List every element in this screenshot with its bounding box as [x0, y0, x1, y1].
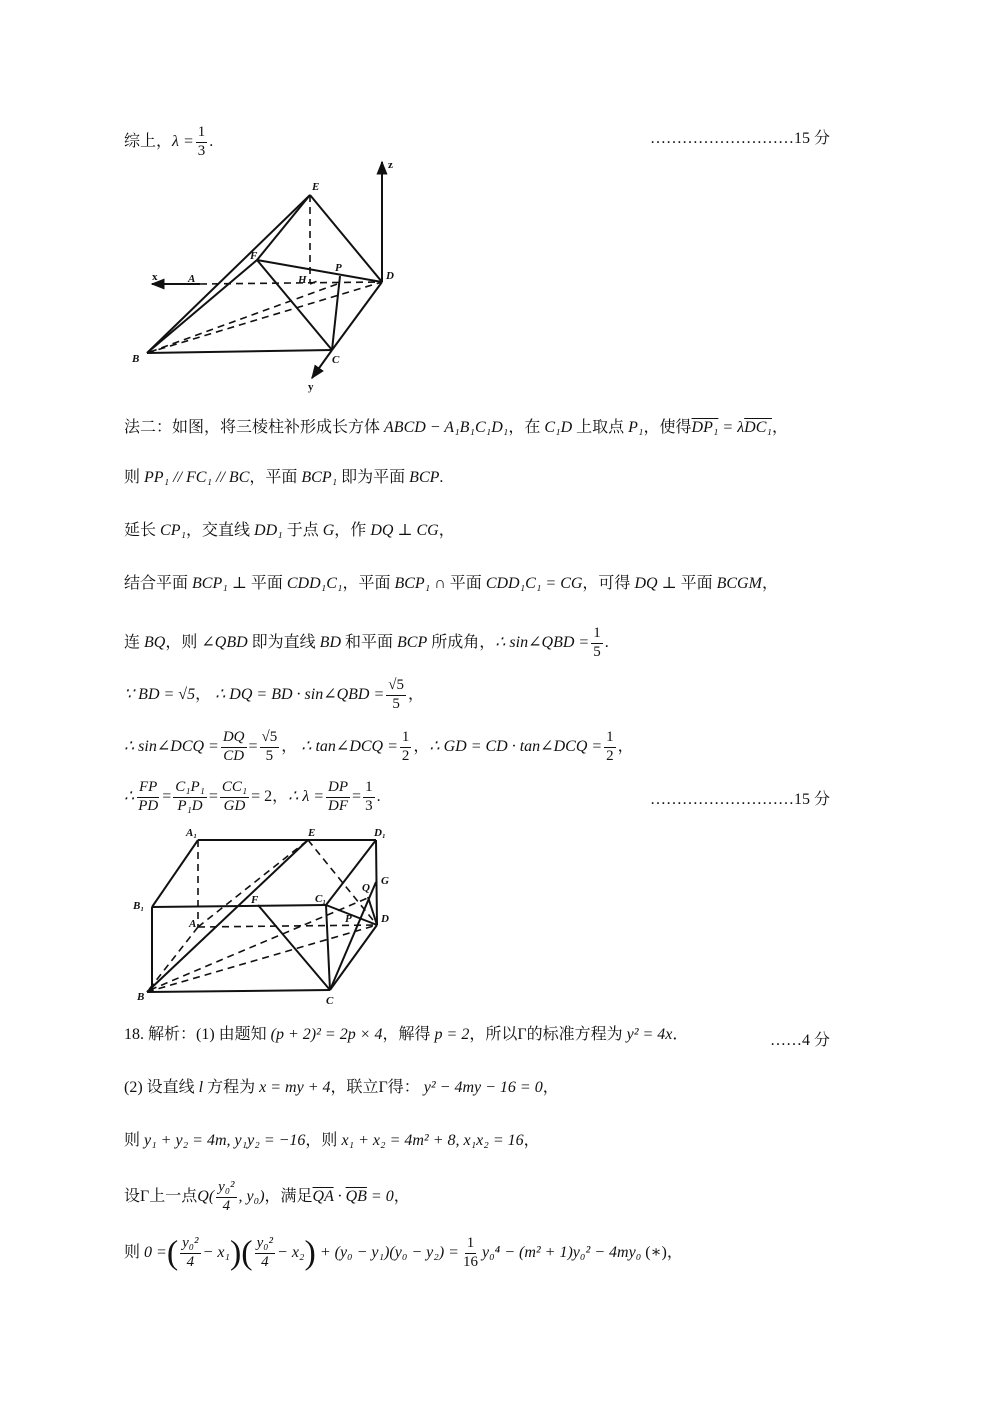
math: 0 =	[144, 1243, 167, 1261]
fraction	[255, 1236, 275, 1271]
text: ，可得	[582, 575, 631, 592]
label-Q: Q	[362, 882, 370, 894]
vieta-line	[124, 1133, 540, 1149]
text: ，解得	[382, 1026, 431, 1043]
text: 平面	[680, 575, 713, 592]
math: y₁ + y₂ = 4m, y₁y₂ = −16	[144, 1132, 306, 1149]
text: ，	[393, 1187, 410, 1205]
math: x = my + 4	[259, 1079, 331, 1096]
text: ，在	[508, 419, 541, 436]
text: ，	[408, 685, 425, 703]
math: ABCD − A₁B₁C₁D₁	[384, 419, 509, 436]
math: BCP	[409, 469, 440, 486]
text: 结合平面	[124, 575, 189, 592]
text: ，平面	[342, 575, 391, 592]
text: ，联立Γ得：	[330, 1079, 420, 1096]
text: 平面	[250, 575, 283, 592]
math: p = 2	[434, 1026, 470, 1043]
numerator: DP	[326, 780, 350, 798]
text: ，	[542, 1079, 559, 1096]
dashed-AE	[198, 840, 308, 927]
math: y² − 4my − 16 = 0	[423, 1079, 543, 1096]
score-marker-1: ………………………15 分	[649, 130, 830, 147]
point-q-line	[124, 1180, 410, 1215]
dot-product-line	[124, 1236, 683, 1271]
denominator: 4	[222, 1197, 231, 1214]
denominator: 16	[462, 1253, 478, 1270]
label-y: y	[308, 381, 314, 393]
math: BCGM	[716, 575, 762, 592]
numerator: 1	[196, 125, 208, 143]
math: y₀⁴ − (m² + 1)y₀² − 4my₀	[481, 1243, 642, 1261]
math: ∴ tan∠DCQ =	[301, 737, 398, 755]
text: ，交直线	[186, 522, 251, 539]
text: ，	[771, 419, 788, 436]
label-C: C	[332, 354, 340, 366]
text: .	[209, 132, 214, 150]
label-G: G	[381, 875, 389, 887]
numerator: DQ	[221, 730, 247, 748]
text: ，	[617, 737, 634, 755]
math: C₁D	[544, 419, 573, 436]
math: x₁ + x₂ = 4m² + 8, x₁x₂ = 16	[341, 1132, 524, 1149]
denominator: 5	[593, 643, 601, 660]
math: − x₂	[277, 1243, 305, 1261]
edge-A1B1	[152, 840, 198, 907]
math: ∴	[124, 787, 135, 805]
math: ∴ sin∠QBD =	[495, 633, 590, 651]
label-E: E	[312, 181, 320, 193]
math: = 0	[366, 1187, 394, 1205]
denominator: PD	[138, 797, 159, 814]
text: ，所以Γ的标准方程为	[469, 1026, 623, 1043]
label-D1: D₁	[374, 827, 386, 839]
dashed-AB	[147, 927, 198, 992]
math: DQ ⊥ CG	[370, 522, 439, 539]
math: ∴ DQ = BD · sin∠QBD =	[215, 685, 385, 703]
text: 方程为	[207, 1079, 256, 1096]
vector: $\overline{QB}$	[345, 1187, 367, 1205]
label-B: B	[137, 991, 145, 1003]
text: ，	[523, 1132, 540, 1149]
text: 设Γ上一点	[124, 1187, 198, 1205]
text: 则	[124, 469, 141, 486]
numerator: √5	[386, 678, 406, 696]
fraction	[180, 1236, 200, 1271]
math: + (y₀ − y₁)(y₀ − y₂) =	[319, 1243, 459, 1261]
math: DD₁	[254, 522, 283, 539]
text: 平面	[449, 575, 482, 592]
text: ，满足	[264, 1187, 313, 1205]
numerator: 1	[591, 626, 603, 644]
text: ，作	[334, 522, 367, 539]
math: ∴ GD = CD · tan∠DCQ =	[429, 737, 603, 755]
math: BCP₁ ⊥	[192, 575, 247, 592]
denominator: 4	[186, 1253, 195, 1270]
math: ∴ λ =	[288, 787, 325, 805]
numerator: CC₁	[220, 780, 249, 798]
text: 则	[124, 1132, 141, 1149]
math: = λ	[718, 419, 745, 436]
edge-BC	[147, 990, 330, 992]
text: ．	[672, 1026, 689, 1043]
text: 上取点	[576, 419, 625, 436]
edge-C1C	[326, 905, 330, 990]
text: ，	[195, 685, 212, 703]
text: 即为平面	[341, 469, 406, 486]
math: BD	[319, 633, 341, 651]
text: 法二：如图，将三棱柱补形成长方体	[124, 419, 381, 436]
label-D: D	[386, 270, 394, 282]
text: ，平面	[249, 469, 298, 486]
label-A1: A₁	[186, 827, 198, 839]
math: ∠QBD	[201, 633, 248, 651]
math: BCP₁	[301, 469, 338, 486]
numerator: 1	[465, 1236, 477, 1254]
text: .	[604, 633, 609, 651]
text: (2) 设直线	[124, 1079, 195, 1096]
numerator: y₀²	[255, 1236, 275, 1254]
denominator: 2	[401, 747, 410, 764]
math: ∴ sin∠DCQ =	[124, 737, 219, 755]
math: ·	[333, 1187, 346, 1205]
label-D: D	[381, 913, 389, 925]
numerator: y₀²	[216, 1180, 236, 1198]
numerator: √5	[260, 730, 280, 748]
score-marker-2: ………………………15 分	[649, 791, 830, 808]
text: 连	[124, 633, 141, 651]
denominator: 5	[265, 747, 274, 764]
text: 则	[124, 1243, 141, 1261]
text: .	[439, 469, 444, 486]
denominator: CD	[223, 747, 245, 764]
math: G	[322, 522, 335, 539]
text: (∗)，	[645, 1243, 683, 1261]
label-A: A	[188, 273, 196, 285]
math: ∵ BD = √5	[124, 685, 196, 703]
text: ，	[272, 787, 289, 805]
numerator: y₀²	[180, 1236, 200, 1254]
vector: DP₁	[691, 419, 719, 436]
denominator: DF	[328, 797, 349, 814]
label-P: P	[345, 913, 352, 925]
label-F: F	[250, 250, 258, 262]
math: CP₁	[160, 522, 187, 539]
denominator: P₁D	[177, 797, 203, 814]
denominator: 3	[197, 142, 206, 159]
math: P₁	[628, 419, 644, 436]
math: , y₀)	[238, 1187, 265, 1205]
paren: (	[166, 1234, 179, 1272]
paren: )	[304, 1234, 316, 1272]
fraction	[461, 1236, 480, 1271]
math: (p + 2)² = 2p × 4	[270, 1026, 383, 1043]
text: ，	[413, 737, 430, 755]
numerator: 1	[363, 780, 375, 798]
math: BCP	[397, 633, 428, 651]
denominator: 2	[606, 747, 614, 764]
label-B1: B₁	[133, 900, 145, 912]
label-F: F	[251, 894, 259, 906]
text: 和平面	[345, 633, 394, 651]
text: ，使得	[643, 419, 692, 436]
label-E: E	[308, 827, 316, 839]
text: 于点	[286, 522, 319, 539]
label-x: x	[152, 271, 158, 283]
math: = 2	[251, 787, 273, 805]
text: 延长	[124, 522, 157, 539]
math: DQ ⊥	[634, 575, 677, 592]
numerator: 1	[604, 730, 616, 748]
label-B: B	[132, 353, 140, 365]
math: l	[198, 1079, 204, 1096]
math: CDD₁C₁ = CG	[485, 575, 583, 592]
problem-18-part-2	[124, 1080, 559, 1096]
text: 所成角，	[431, 633, 496, 651]
edge-DQ	[368, 897, 377, 925]
text: 18. 解析：(1) 由题知	[124, 1026, 267, 1043]
text: =	[248, 737, 258, 755]
vector: DC₁	[744, 419, 772, 436]
label-A: A	[189, 918, 197, 930]
numerator: FP	[137, 780, 159, 798]
text: 即为直线	[251, 633, 316, 651]
text: ，	[761, 575, 778, 592]
text: .	[376, 787, 381, 805]
vector: $\overline{QA}$	[312, 1187, 334, 1205]
denominator: 4	[261, 1253, 269, 1270]
math: CDD₁C₁	[286, 575, 343, 592]
denominator: GD	[223, 797, 246, 814]
numerator: C₁P₁	[173, 780, 207, 798]
math: − x₁	[202, 1243, 230, 1261]
score-marker-3: ……4 分	[769, 1032, 830, 1049]
denominator: 3	[365, 797, 373, 814]
math: Q(	[197, 1187, 215, 1205]
text: ，则	[165, 633, 198, 651]
label-C1: C₁	[315, 893, 327, 905]
label-H: H	[298, 274, 307, 286]
problem-18-part-1	[124, 1027, 688, 1043]
label-z: z	[388, 159, 393, 171]
math: BQ	[144, 633, 166, 651]
numerator: 1	[400, 730, 412, 748]
math: BCP₁ ∩	[394, 575, 446, 592]
text: ，	[438, 522, 455, 539]
lambda-result-line: ∴ $\frac{FP}{PD}$ = $\frac{\text{C₁P₁}}{\text{P₁D}}$ = $\frac{\text{CC₁}}{GD}$ = 2，∴ λ = $\frac{DP}{DF}$ = $\frac{1}{3}$ .	[124, 779, 381, 814]
math: y² = 4x	[626, 1026, 673, 1043]
text: 综上，	[124, 132, 173, 150]
denominator: 5	[392, 695, 400, 712]
math: λ =	[172, 132, 194, 150]
text: ，	[281, 737, 298, 755]
text: ，则	[305, 1132, 338, 1149]
paren: )(	[229, 1234, 253, 1272]
fraction	[216, 1180, 236, 1215]
math: PP₁ // FC₁ // BC	[144, 469, 250, 486]
dashed-AD	[198, 925, 377, 927]
label-C: C	[326, 995, 334, 1007]
label-P: P	[335, 262, 342, 274]
